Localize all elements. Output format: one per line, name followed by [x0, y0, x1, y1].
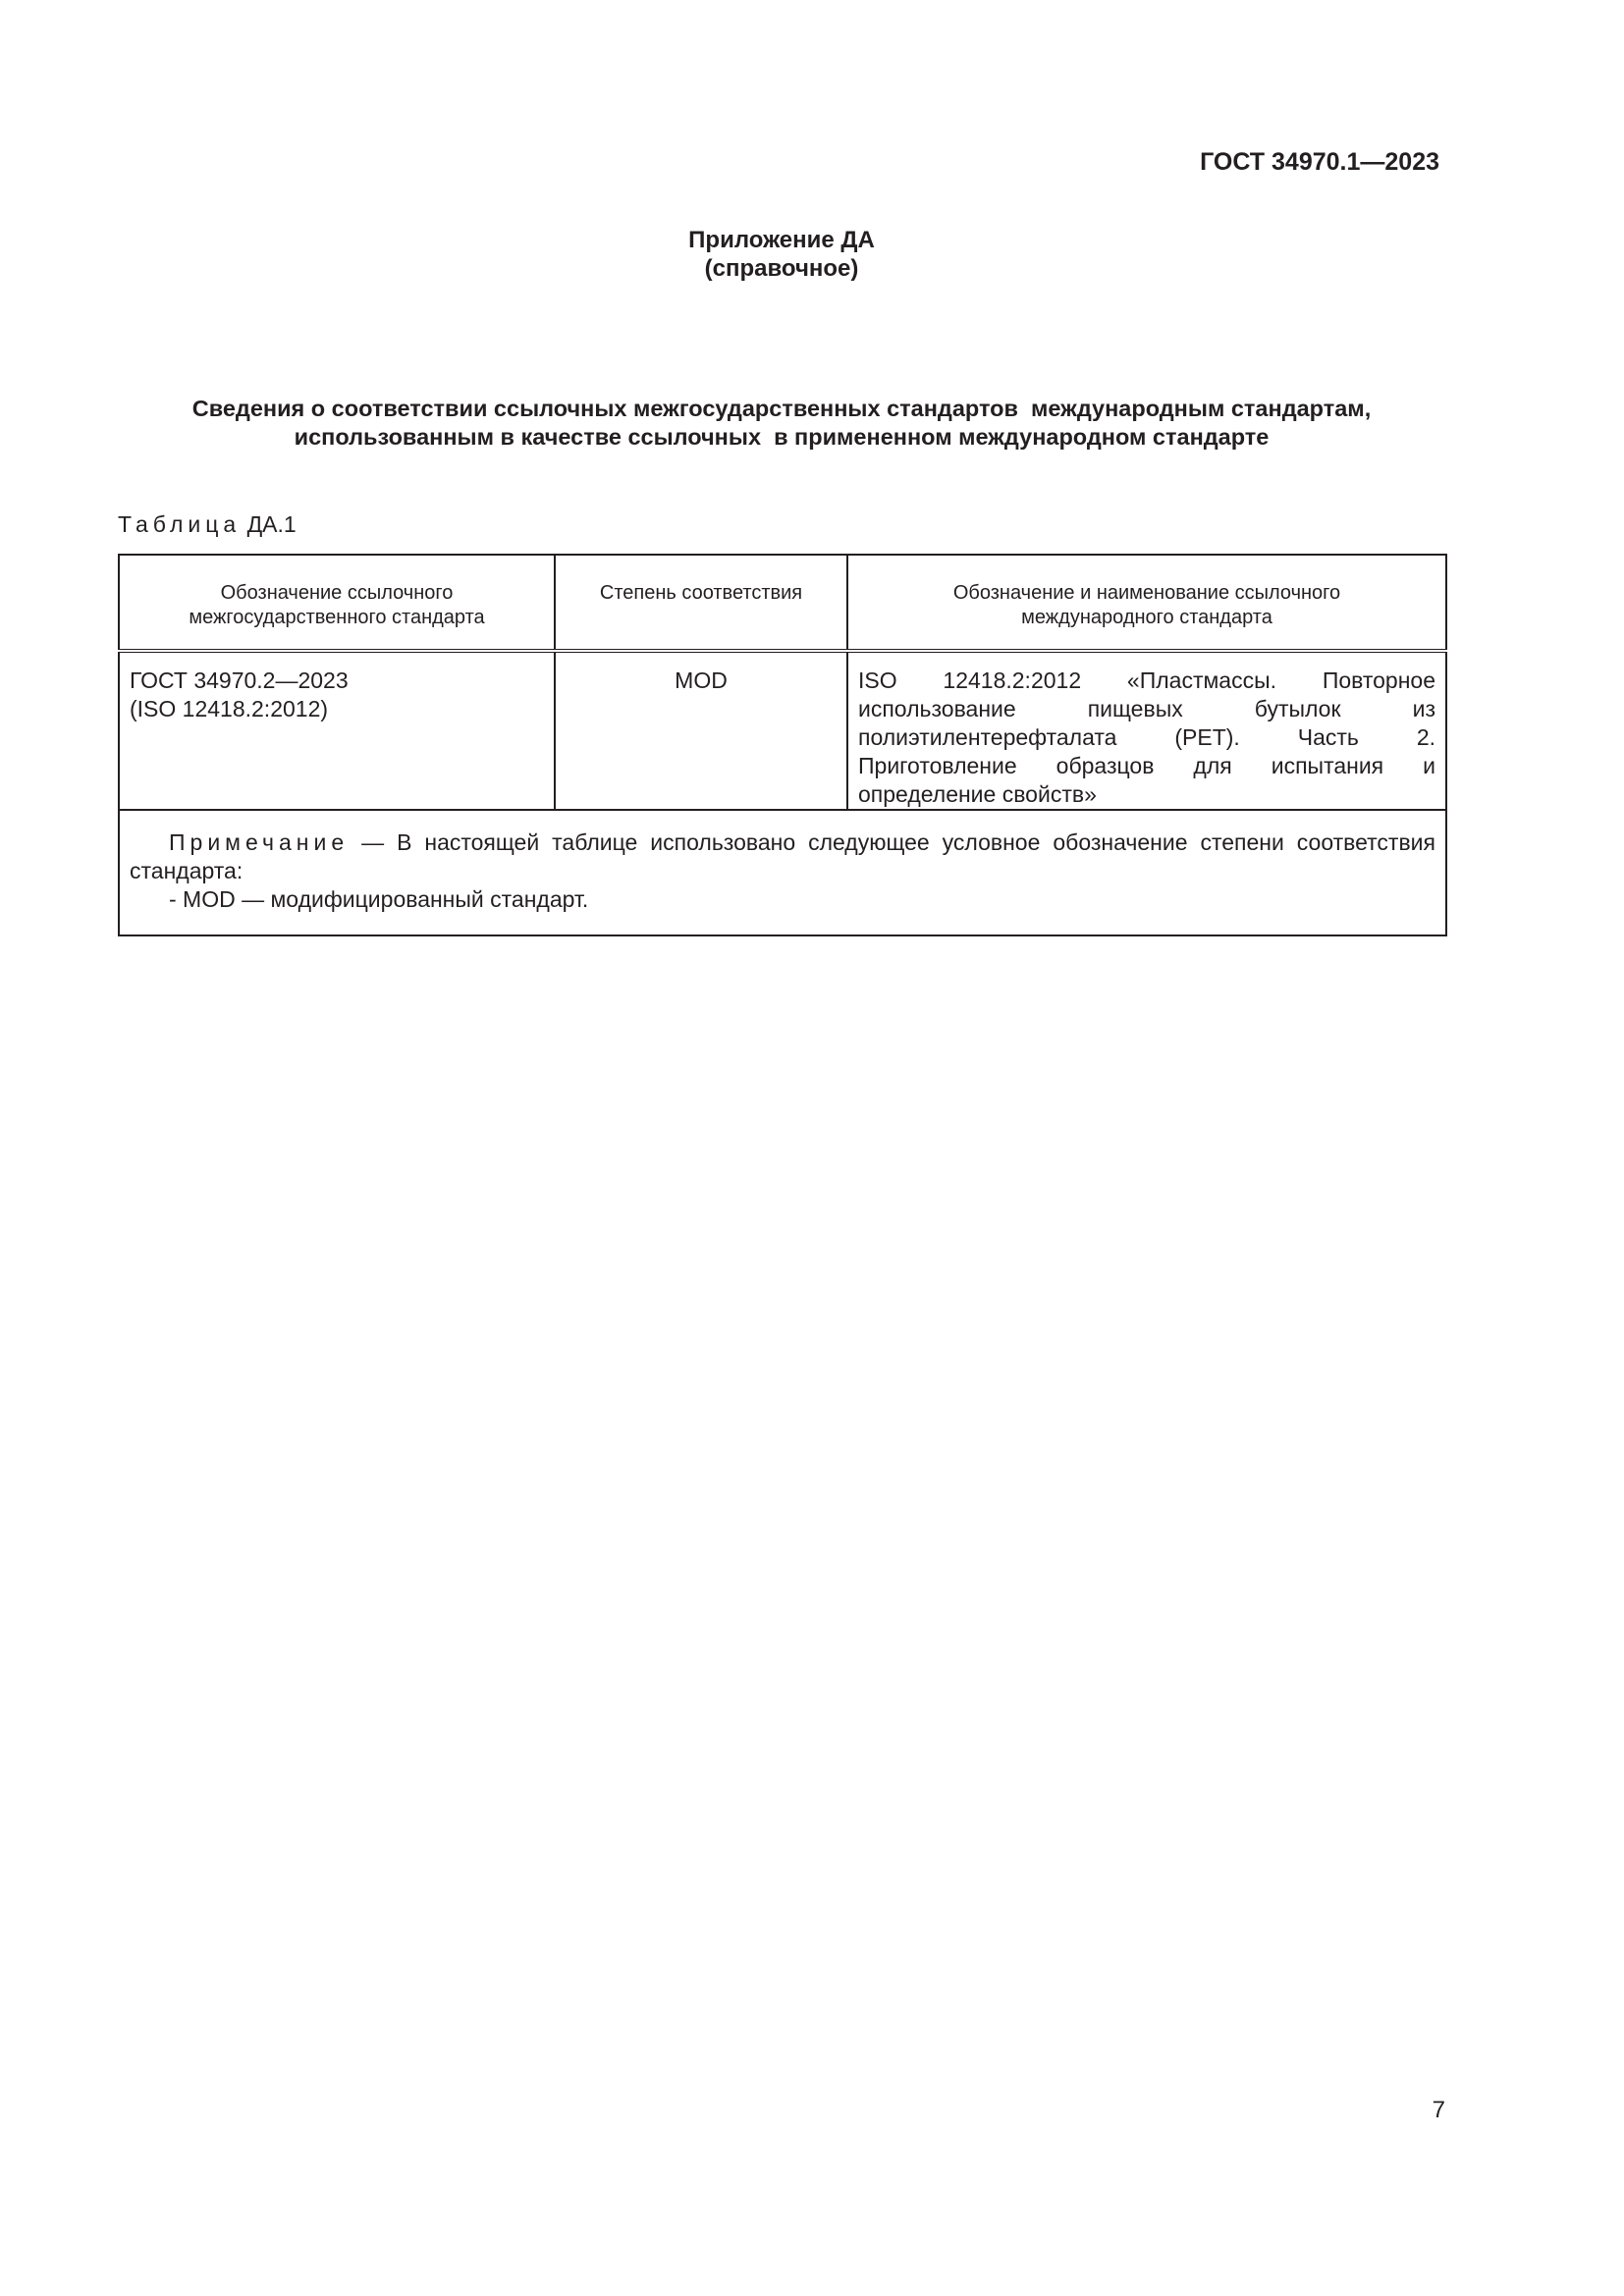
column-header-text: международного стандарта [1021, 607, 1272, 628]
cell-text: ГОСТ 34970.2—2023 [130, 667, 349, 693]
cell-designation [119, 651, 555, 810]
annex-heading-line: Сведения о соответствии ссылочных межгосударственных стандартов международным стандартам, [191, 396, 1372, 421]
table-header-row [119, 555, 1446, 651]
note-item: - MOD — модифицированный стандарт. [169, 886, 589, 912]
note-text [130, 828, 1435, 885]
cell-text: (ISO 12418.2:2012) [130, 696, 329, 721]
column-header-text: Обозначение и наименование ссылочного [952, 582, 1341, 604]
table-caption-word: Таблица [118, 511, 242, 537]
correspondence-table [118, 554, 1447, 936]
column-header-text: Степень соответствия [599, 582, 803, 604]
column-header-designation [119, 555, 555, 651]
cell-text: ISO 12418.2:2012 «Пластмассы. Повторное использование пищевых бутылок из полиэтилентерефталата (PET). Часть 2. Приготовление образцов для испытания и определение свойств» [858, 667, 1435, 807]
column-header-degree [555, 555, 847, 651]
table-caption-number: ДА.1 [246, 511, 297, 537]
note-label: Примечание [169, 829, 350, 855]
column-header-text: межгосударственного стандарта [189, 607, 485, 628]
annex-header [0, 226, 1563, 283]
table-note [119, 810, 1446, 935]
table-row [119, 651, 1446, 810]
table-note-row [119, 810, 1446, 935]
annex-heading-line: использованным в качестве ссылочных в примененном международном стандарте [294, 424, 1270, 450]
cell-degree: MOD [555, 651, 847, 810]
annex-heading [118, 395, 1445, 452]
cell-international [847, 651, 1446, 810]
table-caption [118, 510, 297, 538]
note-body: — В настоящей таблице использовано следующее условное обозначение степени соответствия стандарта: [130, 829, 1435, 883]
column-header-international [847, 555, 1446, 651]
page-number: 7 [1432, 2097, 1445, 2123]
column-header-text: Обозначение ссылочного [220, 582, 454, 604]
document-code: ГОСТ 34970.1—2023 [1200, 148, 1439, 176]
annex-title: Приложение ДА [688, 227, 875, 253]
annex-subtitle: (справочное) [704, 255, 859, 282]
